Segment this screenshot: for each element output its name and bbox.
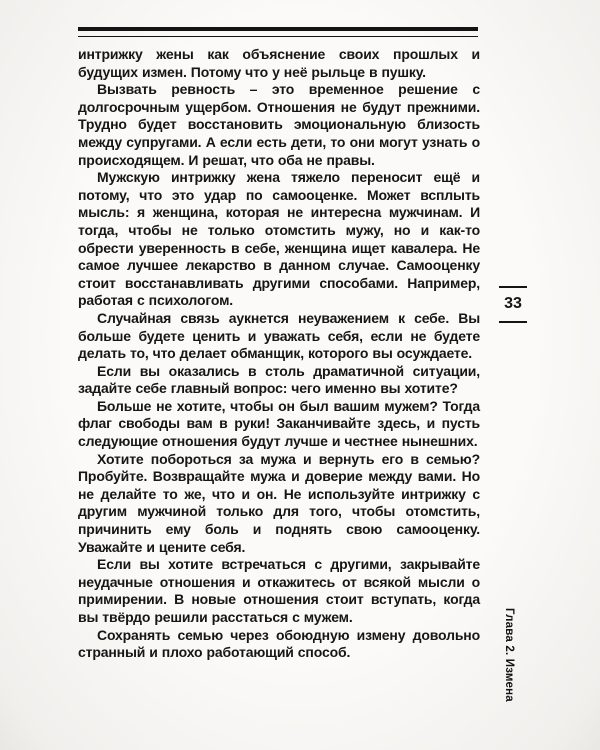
paragraph: Больше не хотите, чтобы он был вашим мужем? Тогда флаг свободы вам в руки! Заканчивайте здесь, и пусть следующие отношения будут лучше и честнее нынешних. xyxy=(78,397,480,450)
paragraph: интрижку жены как объяснение своих прошлых и будущих измен. Потому что у неё рыльце в пушку. xyxy=(78,46,480,80)
page-number-rule-bottom xyxy=(499,321,527,323)
paragraph: Вызвать ревность – это временное решение с долгосрочным ущербом. Отношения не будут прежними. Трудно будет восстановить эмоциональную близость между супругами. А если есть дети, то они могут узнать о происходящем. И решат, что оба не правы. xyxy=(78,81,480,168)
paragraph: Если вы оказались в столь драматичной ситуации, задайте себе главный вопрос: чего именно вы хотите? xyxy=(78,362,480,397)
top-rule-thick xyxy=(78,27,478,31)
paragraph: Если вы хотите встречаться с другими, закрывайте неудачные отношения и откажитесь от всякой мысли о примирении. В новые отношения стоит вступать, когда вы твёрдо решили расстаться с мужем. xyxy=(78,556,480,625)
page-number: 33 xyxy=(504,295,522,312)
paragraph: Сохранять семью через обоюдную измену довольно странный и плохо работающий способ. xyxy=(78,626,480,661)
page-number-block xyxy=(496,286,530,323)
paragraph: Случайная связь аукнется неуважением к себе. Вы больше будете ценить и уважать себя, если не будете делать то, что делает обманщик, которого вы осуждаете. xyxy=(78,309,480,362)
paragraph: Хотите побороться за мужа и вернуть его в семью? Пробуйте. Возвращайте мужа и доверие между вами. Но не делайте то же, что и он. Не используйте интрижку с другим мужчиной только для того, чтобы отомстить, причинить ему боль и поднять свою самооценку. Уважайте и цените себя. xyxy=(78,450,480,555)
body-text xyxy=(78,46,480,662)
chapter-sidenote: Глава 2. Измена xyxy=(503,608,515,702)
top-rule-thin xyxy=(78,36,478,37)
paragraph: Мужскую интрижку жена тяжело переносит ещё и потому, что это удар по самооценке. Может всплыть мысль: я женщина, которая не интересна мужчинам. И тогда, чтобы не только отомстить мужу, но и как-то обрести уверенность в себе, женщина ищет кавалера. Не самое лучшее лекарство в данном случае. Самооценку стоит восстанавливать другими способами. Например, работая с психологом. xyxy=(78,169,480,309)
